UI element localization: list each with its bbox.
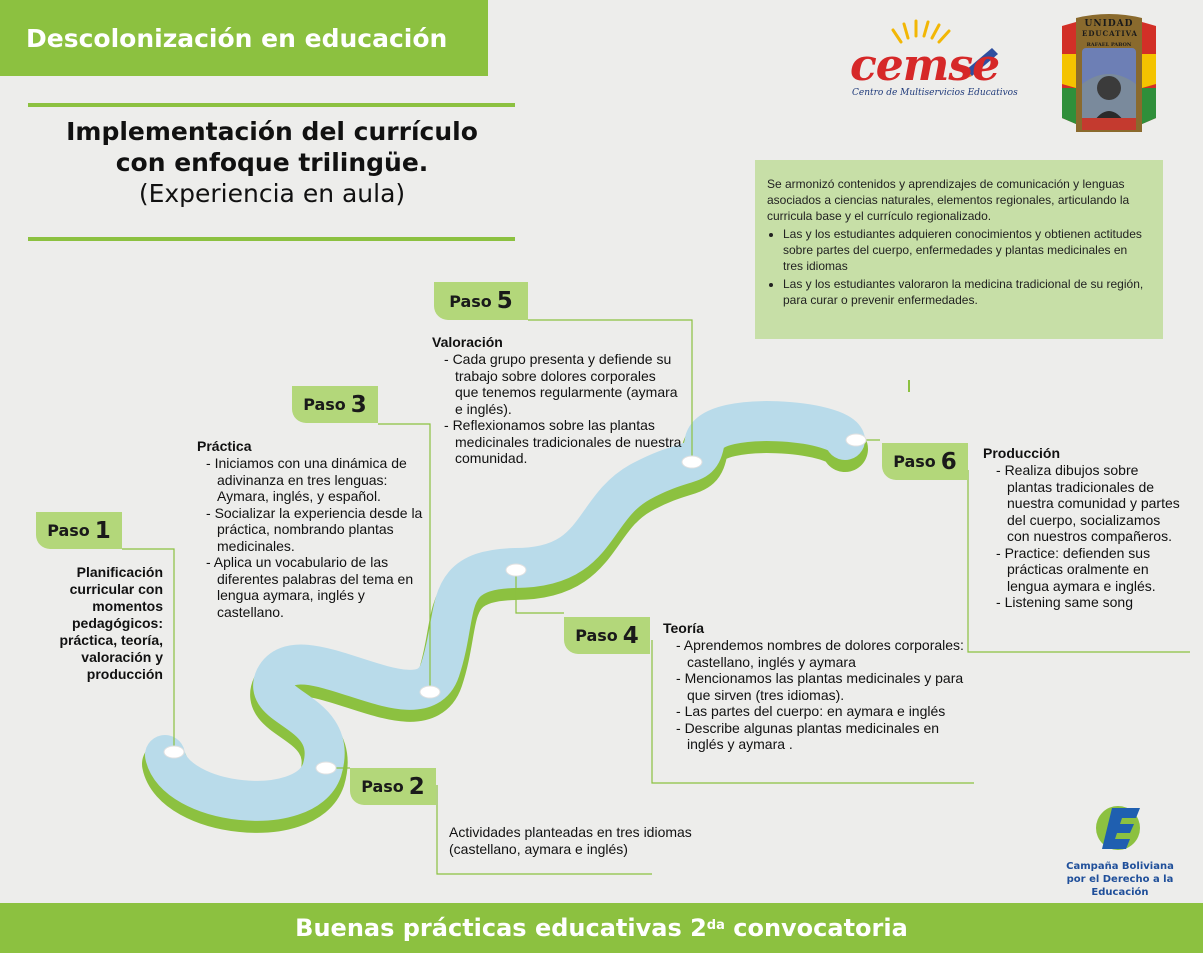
cemse-subtitle: Centro de Multiservicios Educativos [852, 88, 1018, 98]
campaign-line-2: por el Derecho a la Educación [1066, 874, 1174, 898]
campaign-text [1040, 860, 1200, 899]
step-3-tab [292, 386, 378, 423]
school-crest-name: RAFAEL PABON [1086, 42, 1132, 48]
step-6-number: 6 [940, 448, 957, 475]
step-5-item: - Cada grupo presenta y defiende su trabajo sobre dolores corporales que tenemos regularmente (aymara e inglés). [444, 351, 682, 417]
step-4-tab [564, 617, 650, 654]
step-4-number: 4 [622, 622, 639, 649]
title-line-2: con enfoque trilingüe. [115, 148, 429, 177]
step-4-list [676, 637, 973, 753]
step-6-item: - Realiza dibujos sobre plantas tradicionales de nuestra comunidad y partes del cuerpo, socializamos con nuestros compañeros. [996, 462, 1183, 545]
footer-text-end: convocatoria [724, 914, 908, 942]
step-3-number: 3 [350, 391, 367, 418]
footer-superscript: da [706, 917, 725, 933]
step-6-content [983, 445, 1183, 611]
title-line-3: (Experiencia en aula) [138, 179, 406, 208]
step-5-content [432, 334, 682, 467]
step-5-label: Paso [449, 291, 492, 311]
step-1-tab [36, 512, 122, 549]
step-3-list [206, 455, 429, 620]
step-5-number: 5 [496, 288, 513, 314]
step-6-list [996, 462, 1183, 611]
step-5-tab [434, 282, 528, 320]
step-6-heading: Producción [983, 445, 1061, 461]
info-box-bullet: • Las y los estudiantes adquieren conocimientos y obtienen actitudes sobre partes del cuerpo, enfermedades y plantas medicinales en tres idiomas [783, 226, 1149, 274]
step-4-item: - Las partes del cuerpo: en aymara e inglés [676, 703, 973, 720]
title-line-1: Implementación del currículo [66, 117, 478, 146]
step-3-item: - Socializar la experiencia desde la práctica, nombrando plantas medicinales. [206, 505, 429, 555]
step-3-content [197, 438, 429, 620]
step-5-list [444, 351, 682, 467]
step-2-label: Paso [361, 777, 404, 796]
info-box-bullet: • Las y los estudiantes valoraron la medicina tradicional de su región, para curar o prevenir enfermedades. [783, 276, 1149, 308]
step-3-item: - Iniciamos con una dinámica de adivinanza en tres lenguas: Aymara, inglés, y español. [206, 455, 429, 505]
footer-text: Buenas prácticas educativas 2 [295, 914, 707, 942]
step-6-item: - Listening same song [996, 594, 1183, 611]
step-1-heading: Planificación curricular con momentos pedagógicos: práctica, teoría, valoración y producción [59, 564, 163, 682]
step-4-item: - Describe algunas plantas medicinales en inglés y aymara . [676, 720, 973, 753]
step-4-item: - Mencionamos las plantas medicinales y para que sirven (tres idiomas). [676, 670, 973, 703]
step-4-heading: Teoría [663, 620, 704, 636]
header-title: Descolonización en educación [26, 23, 448, 53]
campaign-line-1: Campaña Boliviana [1066, 861, 1174, 872]
step-2-text: Actividades planteadas en tres idiomas (castellano, aymara e inglés) [449, 824, 692, 857]
step-4-content [663, 620, 973, 753]
campaign-logo [1040, 800, 1200, 898]
cemse-wordmark: cemse [850, 40, 1000, 91]
step-6-tab [882, 443, 968, 480]
step-6-label: Paso [893, 452, 936, 471]
step-4-label: Paso [575, 626, 618, 645]
school-crest-line-2: EDUCATIVA [1082, 29, 1138, 38]
step-2-number: 2 [408, 773, 425, 800]
campaign-e-icon [1090, 800, 1150, 856]
step-4-item: - Aprendemos nombres de dolores corporales: castellano, inglés y aymara [676, 637, 973, 670]
step-3-item: - Aplica un vocabulario de las diferentes palabras del tema en lengua aymara, inglés y castellano. [206, 554, 429, 620]
info-box-intro: Se armonizó contenidos y aprendizajes de comunicación y lenguas asociados a ciencias naturales, elementos regionales, articulando la curricula base y el currículo regionalizado. [767, 177, 1130, 223]
step-5-item: - Reflexionamos sobre las plantas medicinales tradicionales de nuestra comunidad. [444, 417, 682, 467]
step-2-tab [350, 768, 436, 805]
step-1-label: Paso [47, 521, 90, 540]
step-1-number: 1 [94, 517, 111, 544]
step-5-heading: Valoración [432, 334, 503, 350]
footer-banner [0, 903, 1203, 953]
step-3-label: Paso [303, 395, 346, 414]
school-crest-line-1: UNIDAD [1084, 19, 1134, 29]
step-3-heading: Práctica [197, 438, 252, 454]
step-6-item: - Practice: defienden sus prácticas oralmente en lengua aymara e inglés. [996, 545, 1183, 595]
